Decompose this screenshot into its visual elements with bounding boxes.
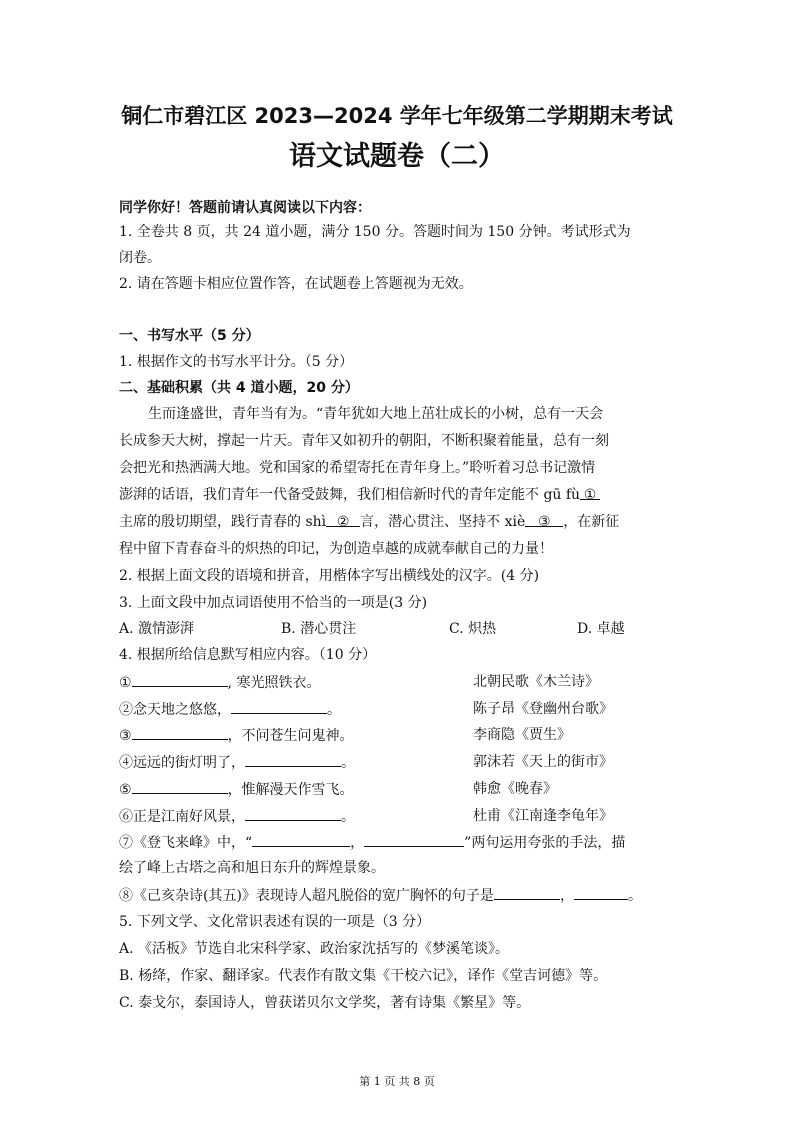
- page-footer: 第 1 页 共 8 页: [359, 1075, 435, 1088]
- q4-item-4-blank: [245, 752, 341, 767]
- q4-item-2-prefix: ②念天地之悠悠，: [119, 702, 231, 718]
- instruction-2: 2. 请在答题卡相应位置作答，在试题卷上答题视为无效。: [119, 276, 473, 292]
- q4-item-8-blank-2: [574, 885, 628, 900]
- question-5: 5. 下列文学、文化常识表述有误的一项是（3 分）: [119, 914, 431, 930]
- q4-item-8-prefix: ⑧《己亥杂诗(其五)》表现诗人超凡脱俗的宽广胸怀的句子是: [119, 888, 494, 904]
- q4-item-3-source: 李商隐《贾生》: [473, 727, 571, 743]
- q4-item-4: [119, 752, 355, 773]
- q4-item-1: [119, 672, 320, 693]
- q3-option-a: A. 激情澎湃: [119, 621, 195, 637]
- passage-line-5-text-a: 主席的殷切期望，践行青春的 shì: [119, 514, 327, 530]
- instruction-1: 1. 全卷共 8 页，共 24 道小题，满分 150 分。答题时间为 150 分钟。考试形式为: [119, 224, 631, 240]
- q4-item-7-cont: 绘了峰上古塔之高和旭日东升的辉煌景象。: [119, 860, 385, 876]
- q3-option-b: B. 潜心贯注: [281, 621, 357, 637]
- passage-line-4: [119, 485, 600, 505]
- q3-option-d: D. 卓越: [577, 621, 625, 637]
- blank-2: ②: [326, 512, 360, 527]
- q4-item-6-blank: [245, 806, 341, 821]
- q4-item-4-prefix: ④远远的街灯明了，: [119, 755, 245, 771]
- q4-item-8-comma: ，: [559, 888, 574, 904]
- q4-item-5-prefix: ⑤: [119, 782, 132, 798]
- passage-line-5-text-c: 言，潜心贯注、坚持不 xiè: [360, 514, 526, 530]
- section2-heading: 二、基础积累（共 4 道小题，20 分）: [119, 380, 359, 396]
- passage-line-5: [119, 512, 619, 532]
- q4-item-3-blank: [132, 725, 228, 740]
- q4-item-8: [119, 885, 642, 906]
- q4-item-8-blank-1: [494, 885, 560, 900]
- question-4: 4. 根据所给信息默写相应内容。（10 分）: [119, 647, 377, 663]
- q4-item-3: [119, 725, 354, 746]
- q4-item-5-suffix: ，惟解漫天作雪飞。: [227, 782, 354, 798]
- q4-item-6-suffix: 。: [341, 809, 355, 825]
- q4-item-3-prefix: ③: [119, 728, 132, 744]
- q4-item-7: [119, 832, 625, 853]
- q4-item-4-suffix: 。: [341, 755, 355, 771]
- instructions-heading: 同学你好！答题前请认真阅读以下内容：: [119, 200, 371, 216]
- passage-line-6: 程中留下青春奋斗的炽热的印记，为创造卓越的成就奉献自己的力量！: [119, 541, 553, 557]
- q4-item-7-blank-2: [364, 832, 464, 847]
- passage-line-1: 生而逢盛世，青年当有为。“青年犹如大地上茁壮成长的小树，总有一天会: [148, 406, 604, 422]
- passage-line-2: 长成参天大树，撑起一片天。青年又如初升的朝阳，不断积聚着能量，总有一刻: [119, 433, 609, 449]
- question-2: 2. 根据上面文段的语境和拼音，用楷体字写出横线处的汉字。(4 分): [119, 568, 540, 584]
- question-3: 3. 上面文段中加点词语使用不恰当的一项是(3 分): [119, 595, 428, 611]
- q4-item-7-comma: ，: [350, 835, 365, 851]
- q3-option-c: C. 炽热: [449, 621, 497, 637]
- q4-item-7-suffix: ”两句运用夸张的手法，描: [464, 835, 626, 851]
- q4-item-6: [119, 806, 355, 827]
- blank-1: ①: [580, 485, 600, 500]
- q4-item-6-source: 杜甫《江南逢李龟年》: [473, 808, 613, 824]
- question-1: 1. 根据作文的书写水平计分。（5 分）: [119, 354, 354, 370]
- passage-line-3: 会把光和热洒满大地。党和国家的希望寄托在青年身上。”聆听着习总书记激情: [119, 460, 596, 476]
- q4-item-4-source: 郭沫若《天上的街市》: [473, 754, 613, 770]
- instruction-1-cont: 闭卷。: [119, 250, 161, 266]
- exam-title: 铜仁市碧江区 2023—2024 学年七年级第二学期期末考试: [121, 104, 673, 128]
- passage-line-5-text-e: ，在新征: [563, 514, 620, 530]
- blank-3: ③: [525, 512, 563, 527]
- q4-item-5-blank: [132, 779, 228, 794]
- q5-option-c: C. 泰戈尔，泰国诗人，曾获诺贝尔文学奖，著有诗集《繁星》等。: [119, 995, 531, 1011]
- q4-item-2-source: 陈子昂《登幽州台歌》: [473, 701, 613, 717]
- q4-item-7-prefix: ⑦《登飞来峰》中，“: [119, 835, 253, 851]
- q4-item-2: [119, 699, 341, 720]
- q5-option-a: A. 《活板》节选自北宋科学家、政治家沈括写的《梦溪笔谈》。: [119, 941, 510, 957]
- q4-item-8-end: 。: [627, 888, 642, 904]
- q4-item-1-source: 北朝民歌《木兰诗》: [473, 674, 599, 690]
- q4-item-5: [119, 779, 354, 800]
- q5-option-b: B. 杨绛，作家、翻译家。代表作有散文集《干校六记》，译作《堂吉诃德》等。: [119, 968, 608, 984]
- section1-heading: 一、书写水平（5 分）: [119, 328, 260, 344]
- exam-subtitle: 语文试题卷（二）: [289, 141, 505, 172]
- q4-item-5-source: 韩愈《晚春》: [473, 781, 557, 797]
- q4-item-3-suffix: ，不问苍生问鬼神。: [227, 728, 354, 744]
- q4-item-7-blank-1: [252, 832, 350, 847]
- q4-item-1-suffix: , 寒光照铁衣。: [227, 675, 321, 691]
- q4-item-1-prefix: ①: [119, 675, 132, 691]
- q4-item-2-suffix: 。: [327, 702, 341, 718]
- q4-item-2-blank: [231, 699, 327, 714]
- q4-item-6-prefix: ⑥正是江南好风景，: [119, 809, 245, 825]
- passage-line-4-text: 澎湃的话语，我们青年一代备受鼓舞，我们相信新时代的青年定能不 gū fù: [119, 487, 581, 503]
- q4-item-1-blank: [132, 672, 228, 687]
